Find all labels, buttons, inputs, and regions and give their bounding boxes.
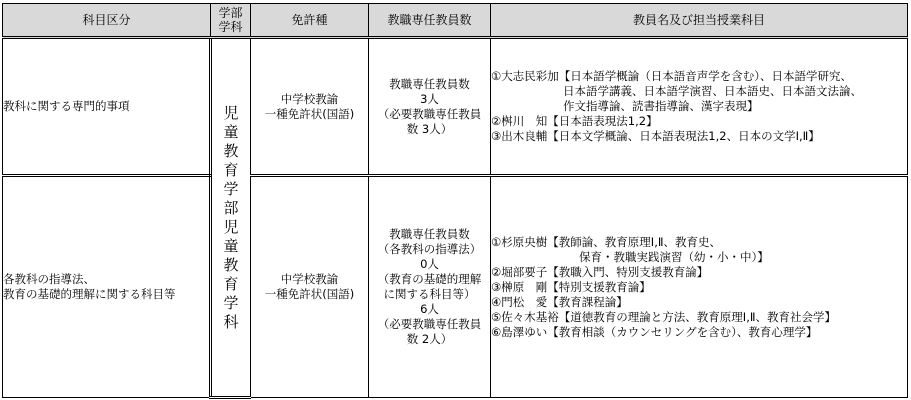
header-subject-category: 科目区分 bbox=[3, 4, 211, 38]
teachers-cell bbox=[491, 176, 908, 398]
staff-count-cell bbox=[369, 38, 491, 176]
staff-line: 教職専任教員数 bbox=[389, 227, 470, 241]
staff-line: に関する科目等） bbox=[383, 287, 476, 301]
category-line: 教育の基礎的理解に関する科目等 bbox=[3, 287, 176, 301]
category-line: 各教科の指導法、 bbox=[3, 272, 95, 286]
license-line: 中学校教諭 bbox=[280, 272, 339, 286]
staff-line: （教育の基礎的理解 bbox=[377, 272, 482, 286]
teacher-line: ①杉原央樹【教師論、教育原理Ⅰ,Ⅱ、教育史、 bbox=[491, 234, 722, 249]
teacher-line: ①大志民彩加【日本語学概論（日本語音声学を含む）、日本語学研究、 bbox=[491, 69, 853, 83]
teacher-line: ②堀部要子【教職入門、特別支援教育論】 bbox=[491, 264, 709, 279]
license-cell bbox=[251, 176, 369, 398]
header-license-type: 免許種 bbox=[251, 4, 369, 38]
teacher-line: 保育・教職実践演習（幼・小・中）】 bbox=[579, 249, 769, 264]
staff-line: （必要教職専任教員 bbox=[377, 106, 482, 121]
subject-category-cell: 教科に関する専門的事項 bbox=[3, 38, 211, 176]
staff-line: （各教科の指導法） bbox=[377, 242, 482, 256]
license-line: 一種免許状(国語) bbox=[264, 106, 355, 121]
header-faculty bbox=[211, 4, 251, 38]
header-teachers-courses: 教員名及び担当授業科目 bbox=[491, 4, 908, 38]
license-line: 中学校教諭 bbox=[280, 91, 339, 106]
teachers-cell bbox=[491, 38, 908, 176]
staff-line: 6人 bbox=[420, 302, 439, 316]
staff-count-cell bbox=[369, 176, 491, 398]
teacher-line: 日本語学講義、日本語学演習、日本語史、日本語文法論、 bbox=[563, 84, 862, 98]
staff-line: 教職専任教員数 bbox=[389, 76, 470, 91]
teacher-line: ⑤佐々木基裕【道徳教育の理論と方法、教育原理Ⅰ,Ⅱ、教育社会学】 bbox=[491, 309, 837, 324]
subject-category-cell bbox=[3, 176, 211, 398]
teacher-line: ②桝川 知【日本語表現法1,2】 bbox=[491, 114, 658, 128]
teacher-line: ③出木良輔【日本文学概論、日本語表現法1,2、日本の文学Ⅰ,Ⅱ】 bbox=[491, 129, 820, 143]
header-staff-count: 教職専任教員数 bbox=[369, 4, 491, 38]
teacher-table bbox=[2, 3, 908, 399]
staff-line: （必要教職専任教員 bbox=[377, 317, 482, 331]
header-faculty-label: 学部学科 bbox=[218, 6, 243, 34]
table-row bbox=[3, 176, 908, 398]
staff-line: 0人 bbox=[420, 257, 439, 271]
staff-line: 数 3人） bbox=[406, 121, 453, 136]
license-cell bbox=[251, 38, 369, 176]
faculty-cell bbox=[211, 38, 251, 398]
table-row bbox=[3, 38, 908, 176]
staff-line: 数 2人） bbox=[406, 332, 453, 346]
faculty-name: 児童教育学部児童教育学科 bbox=[223, 103, 239, 331]
teacher-line: ⑥島澤ゆい【教育相談（カウンセリングを含む）、教育心理学】 bbox=[491, 324, 818, 339]
staff-line: 3人 bbox=[420, 91, 439, 106]
license-line: 一種免許状(国語) bbox=[264, 287, 355, 301]
teacher-line: 作文指導論、読書指導論、漢字表現】 bbox=[563, 99, 759, 113]
table-header-row bbox=[3, 4, 908, 38]
teacher-line: ④門松 愛【教育課程論】 bbox=[491, 294, 628, 309]
teacher-line: ③榊原 剛【特別支援教育論】 bbox=[491, 279, 651, 294]
